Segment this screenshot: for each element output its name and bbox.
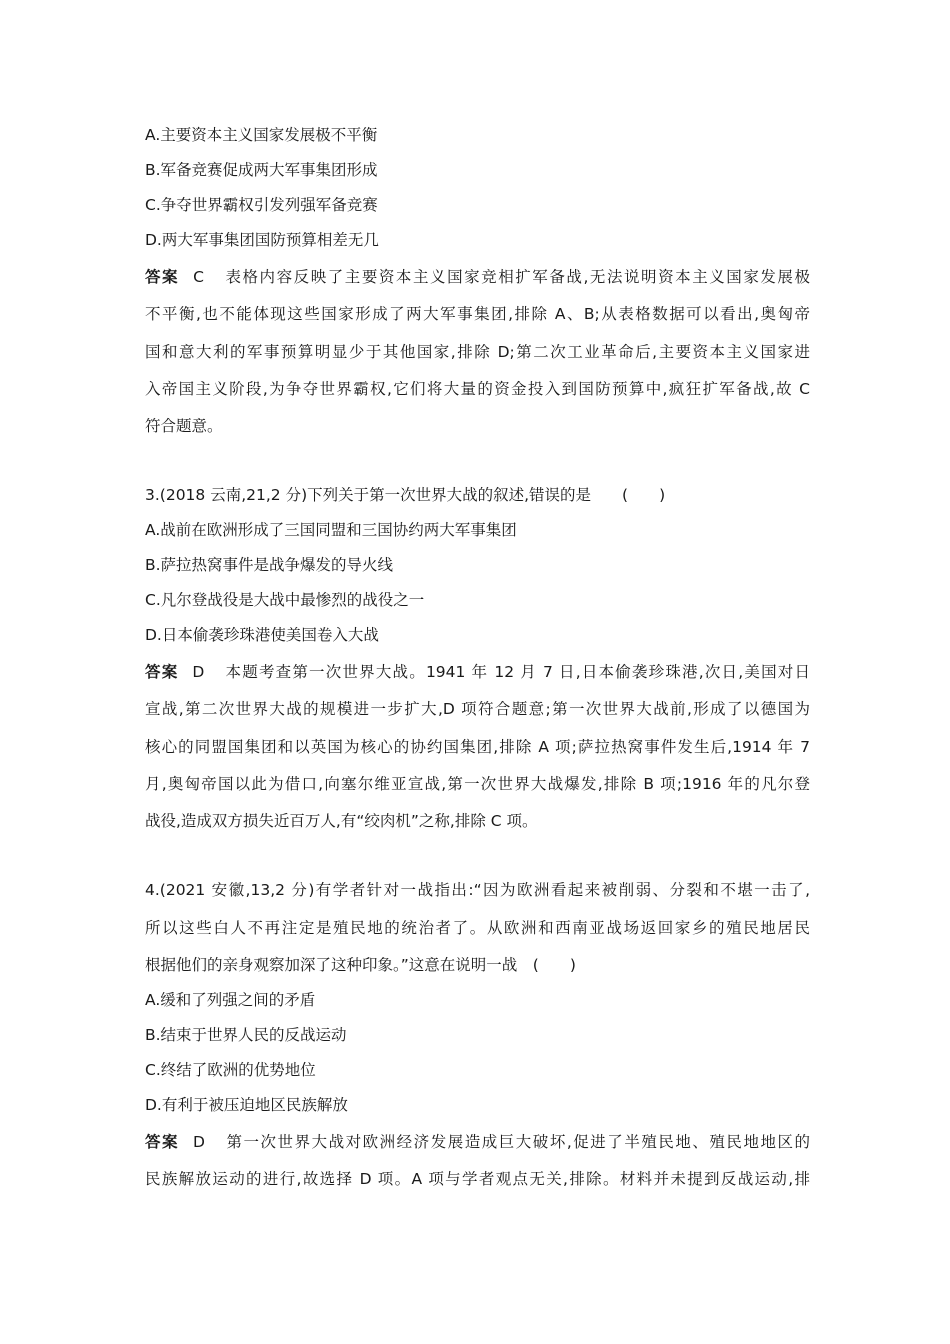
q3-explanation-2: 宣战,第二次世界大战的规模进一步扩大,D 项符合题意;第一次世界大战前,形成了以德国为 <box>145 700 810 718</box>
q4-answer-label: 答案 <box>145 1133 180 1151</box>
q3-stem: 3.(2018 云南,21,2 分)下列关于第一次世界大战的叙述,错误的是 ( ) <box>145 486 666 504</box>
q2-explanation-2: 不平衡,也不能体现这些国家形成了两大军事集团,排除 A、B;从表格数据可以看出,奥匈帝 <box>145 305 810 323</box>
q3-option-c: C.凡尔登战役是大战中最惨烈的战役之一 <box>145 591 425 609</box>
q3-explanation-5: 战役,造成双方损失近百万人,有“绞肉机”之称,排除 C 项。 <box>145 812 538 830</box>
q4-answer-letter: D <box>193 1133 205 1151</box>
q3-explanation-3: 核心的同盟国集团和以英国为核心的协约国集团,排除 A 项;萨拉热窝事件发生后,1914 年 7 <box>145 738 810 756</box>
q2-option-b: B.军备竞赛促成两大军事集团形成 <box>145 161 378 179</box>
q3-option-a: A.战前在欧洲形成了三国同盟和三国协约两大军事集团 <box>145 521 517 539</box>
q2-explanation-5: 符合题意。 <box>145 417 223 435</box>
q3-option-d: D.日本偷袭珍珠港使美国卷入大战 <box>145 626 379 644</box>
q4-option-a: A.缓和了列强之间的矛盾 <box>145 991 316 1009</box>
q3-answer-label: 答案 <box>145 663 179 681</box>
q3-answer-letter: D <box>192 663 205 681</box>
q2-option-a: A.主要资本主义国家发展极不平衡 <box>145 126 378 144</box>
q4-stem-1: 4.(2021 安徽,13,2 分)有学者针对一战指出:“因为欧洲看起来被削弱、分裂和不堪一击了, <box>145 881 810 899</box>
q2-answer-letter: C <box>193 268 204 286</box>
q4-explanation-1: 第一次世界大战对欧洲经济发展造成巨大破坏,促进了半殖民地、殖民地地区的 <box>224 1133 810 1151</box>
q3-option-b: B.萨拉热窝事件是战争爆发的导火线 <box>145 556 394 574</box>
q3-answer-line-1 <box>145 661 810 683</box>
q4-option-b: B.结束于世界人民的反战运动 <box>145 1026 347 1044</box>
q3-explanation-4: 月,奥匈帝国以此为借口,向塞尔维亚宣战,第一次世界大战爆发,排除 B 项;1916 年的凡尔登 <box>145 775 810 793</box>
q4-option-d: D.有利于被压迫地区民族解放 <box>145 1096 348 1114</box>
q4-stem-2: 所以这些白人不再注定是殖民地的统治者了。从欧洲和西南亚战场返回家乡的殖民地居民 <box>145 919 810 937</box>
q2-explanation-1: 表格内容反映了主要资本主义国家竞相扩军备战,无法说明资本主义国家发展极 <box>223 268 810 286</box>
q2-explanation-4: 入帝国主义阶段,为争夺世界霸权,它们将大量的资金投入到国防预算中,疯狂扩军备战,故 C <box>145 380 810 398</box>
q4-explanation-2: 民族解放运动的进行,故选择 D 项。A 项与学者观点无关,排除。材料并未提到反战运动,排 <box>145 1170 810 1188</box>
q2-answer-line-1 <box>145 266 810 288</box>
q2-explanation-3: 国和意大利的军事预算明显少于其他国家,排除 D;第二次工业革命后,主要资本主义国家进 <box>145 343 810 361</box>
q2-option-c: C.争夺世界霸权引发列强军备竞赛 <box>145 196 378 214</box>
q2-option-d: D.两大军事集团国防预算相差无几 <box>145 231 379 249</box>
q3-explanation-1: 本题考查第一次世界大战。1941 年 12 月 7 日,日本偷袭珍珠港,次日,美国对日 <box>224 663 810 681</box>
q4-stem-3: 根据他们的亲身观察加深了这种印象。”这意在说明一战 ( ) <box>145 956 576 974</box>
q4-option-c: C.终结了欧洲的优势地位 <box>145 1061 316 1079</box>
q2-answer-label: 答案 <box>145 268 180 286</box>
q4-answer-line-1 <box>145 1131 810 1153</box>
